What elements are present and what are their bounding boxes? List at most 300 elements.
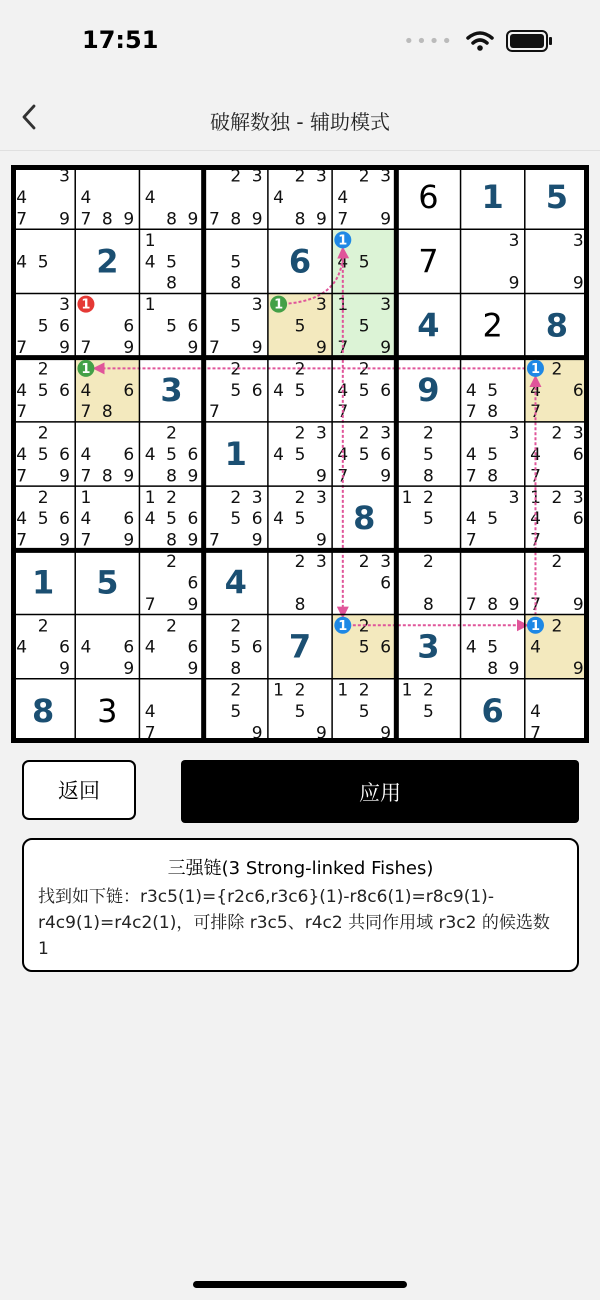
cell-r7c8[interactable] — [461, 550, 525, 615]
cell-r9c4[interactable] — [204, 679, 268, 743]
candidate-5: 5 — [294, 701, 306, 722]
candidate-3: 3 — [251, 166, 263, 187]
cell-r4c3[interactable] — [139, 358, 203, 422]
cell-value: 5 — [96, 563, 119, 602]
candidate-8: 8 — [487, 594, 499, 615]
candidate-2: 2 — [551, 552, 563, 573]
candidate-7: 7 — [337, 337, 349, 358]
cell-r2c9[interactable] — [525, 229, 589, 294]
cell-r5c2[interactable] — [75, 422, 139, 487]
candidate-2: 2 — [166, 616, 177, 637]
candidate-5: 5 — [487, 380, 499, 401]
candidate-5: 5 — [358, 316, 370, 337]
candidate-8: 8 — [166, 273, 177, 294]
cell-value: 1 — [224, 435, 247, 473]
candidate-4: 4 — [16, 252, 28, 273]
candidate-1: 1 — [144, 230, 156, 251]
candidate-6: 6 — [59, 380, 70, 401]
cell-r7c2[interactable] — [75, 550, 139, 614]
candidate-4: 4 — [337, 380, 349, 401]
candidate-2: 2 — [358, 552, 370, 573]
candidate-8: 8 — [230, 209, 242, 230]
candidate-7: 7 — [530, 530, 541, 551]
cell-r4c6[interactable] — [332, 358, 396, 423]
candidate-3: 3 — [315, 295, 327, 316]
cell-r6c5[interactable] — [268, 486, 332, 551]
candidate-6: 6 — [251, 380, 263, 401]
candidate-3: 3 — [315, 552, 327, 573]
candidate-4: 4 — [530, 701, 541, 722]
candidate-6: 6 — [123, 637, 135, 658]
cell-r9c9[interactable] — [525, 679, 589, 743]
cell-value: 6 — [418, 178, 439, 217]
candidate-9: 9 — [251, 337, 263, 358]
candidate-3: 3 — [59, 166, 70, 187]
cell-r5c4[interactable] — [204, 422, 268, 486]
candidate-5: 5 — [423, 509, 434, 530]
cell-r1c3[interactable] — [139, 165, 203, 230]
candidate-3: 3 — [315, 166, 327, 187]
candidate-4: 4 — [144, 445, 156, 465]
candidate-1: 1 — [530, 487, 541, 508]
cell-value: 5 — [545, 178, 569, 217]
candidate-5: 5 — [166, 316, 177, 337]
candidate-9: 9 — [59, 659, 70, 680]
cell-r2c2[interactable] — [75, 229, 139, 293]
cell-r9c2[interactable] — [75, 679, 139, 743]
candidate-5: 5 — [37, 252, 49, 273]
candidate-9: 9 — [315, 209, 327, 230]
cell-r7c6[interactable] — [332, 550, 396, 614]
cell-r3c1[interactable] — [11, 293, 75, 358]
candidate-9: 9 — [59, 466, 70, 487]
candidate-7: 7 — [80, 530, 92, 551]
candidate-6: 6 — [123, 380, 135, 401]
candidate-6: 6 — [380, 573, 392, 594]
candidate-2: 2 — [358, 616, 370, 637]
candidate-7: 7 — [337, 466, 349, 487]
candidate-9: 9 — [380, 466, 392, 487]
candidate-9: 9 — [251, 530, 263, 551]
cell-r2c7[interactable] — [396, 229, 460, 293]
candidate-9: 9 — [572, 594, 584, 615]
cell-r9c1[interactable] — [11, 679, 75, 743]
candidate-7: 7 — [80, 209, 92, 230]
candidate-4: 4 — [273, 445, 285, 465]
candidate-5: 5 — [230, 252, 242, 273]
candidate-5: 5 — [166, 509, 177, 530]
candidate-4: 4 — [16, 445, 28, 465]
candidate-4: 4 — [16, 509, 28, 530]
cell-r9c6[interactable] — [332, 679, 396, 743]
candidate-4: 4 — [273, 188, 285, 209]
candidate-2: 2 — [37, 423, 49, 444]
candidate-7: 7 — [208, 209, 220, 230]
cell-r5c1[interactable] — [11, 422, 75, 487]
cell-r2c4[interactable] — [204, 229, 268, 294]
candidate-5: 5 — [358, 637, 370, 658]
cell-r7c4[interactable] — [204, 550, 268, 614]
candidate-2: 2 — [358, 359, 370, 380]
candidate-2: 2 — [230, 359, 242, 380]
candidate-2: 2 — [423, 552, 434, 573]
wifi-icon — [466, 30, 494, 52]
candidate-9: 9 — [315, 530, 327, 551]
cell-r9c7[interactable] — [396, 679, 460, 743]
candidate-8: 8 — [101, 466, 113, 487]
candidate-9: 9 — [508, 273, 520, 294]
candidate-2: 2 — [230, 166, 242, 187]
cell-r1c8[interactable] — [461, 165, 525, 229]
cell-r8c1[interactable] — [11, 615, 75, 680]
cell-r6c6[interactable] — [332, 486, 396, 550]
cell-r8c5[interactable] — [268, 615, 332, 679]
candidate-1: 1 — [144, 487, 156, 508]
candidate-6: 6 — [123, 509, 135, 530]
candidate-4: 4 — [16, 380, 28, 401]
candidate-9: 9 — [123, 530, 135, 551]
cell-value: 1 — [31, 563, 55, 602]
status-time: 17:51 — [82, 26, 159, 54]
candidate-6: 6 — [572, 380, 584, 401]
candidate-8: 8 — [294, 594, 306, 615]
candidate-2: 2 — [423, 487, 434, 508]
candidate-6: 6 — [572, 509, 584, 530]
candidate-9: 9 — [508, 659, 520, 680]
candidate-marker-green — [270, 296, 287, 313]
candidate-5: 5 — [230, 316, 242, 337]
candidate-4: 4 — [530, 637, 541, 658]
cell-value: 2 — [482, 306, 503, 345]
candidate-4: 4 — [273, 509, 285, 530]
marker-digit: 1 — [81, 361, 91, 377]
nav-divider — [0, 150, 600, 151]
candidate-marker-blue — [334, 231, 351, 248]
candidate-3: 3 — [380, 166, 392, 187]
candidate-4: 4 — [144, 188, 156, 209]
candidate-7: 7 — [144, 723, 156, 743]
cell-value: 3 — [97, 691, 118, 730]
cell-r8c8[interactable] — [461, 615, 525, 680]
cells-layer — [11, 165, 589, 743]
candidate-5: 5 — [487, 637, 499, 658]
candidate-6: 6 — [187, 316, 199, 337]
candidate-2: 2 — [166, 552, 177, 573]
candidate-7: 7 — [80, 466, 92, 487]
cell-r7c3[interactable] — [139, 550, 203, 615]
candidate-8: 8 — [487, 402, 499, 423]
candidate-8: 8 — [230, 273, 242, 294]
candidate-8: 8 — [487, 659, 499, 680]
candidate-8: 8 — [294, 209, 306, 230]
candidate-3: 3 — [251, 295, 263, 316]
candidate-4: 4 — [530, 445, 541, 465]
candidate-9: 9 — [187, 659, 199, 680]
cell-r8c2[interactable] — [75, 615, 139, 680]
candidate-2: 2 — [551, 487, 563, 508]
battery-icon — [506, 30, 548, 52]
apply-button[interactable]: 应用 — [181, 760, 579, 823]
cell-r5c9[interactable] — [525, 422, 589, 487]
cell-r3c7[interactable] — [396, 293, 460, 357]
cell-r1c2[interactable] — [75, 165, 139, 230]
marker-digit: 1 — [338, 233, 348, 249]
candidate-3: 3 — [380, 423, 392, 444]
cell-r5c8[interactable] — [461, 422, 525, 487]
candidate-2: 2 — [551, 359, 563, 380]
candidate-5: 5 — [230, 637, 242, 658]
candidate-2: 2 — [230, 616, 242, 637]
cell-r6c8[interactable] — [461, 486, 525, 551]
candidate-2: 2 — [358, 423, 370, 444]
candidate-7: 7 — [16, 402, 28, 423]
cell-r9c5[interactable] — [268, 679, 332, 743]
candidate-5: 5 — [37, 316, 49, 337]
candidate-8: 8 — [166, 466, 177, 487]
candidate-9: 9 — [315, 337, 327, 358]
candidate-9: 9 — [187, 530, 199, 551]
cell-r3c6[interactable] — [332, 293, 396, 358]
cell-r7c1[interactable] — [11, 550, 75, 614]
cell-r2c3[interactable] — [139, 229, 203, 294]
candidate-4: 4 — [337, 445, 349, 465]
cell-r1c6[interactable] — [332, 165, 396, 230]
candidate-2: 2 — [230, 487, 242, 508]
cell-r4c4[interactable] — [204, 358, 268, 423]
action-bar — [0, 760, 600, 824]
candidate-9: 9 — [572, 273, 584, 294]
cell-value: 4 — [224, 563, 247, 602]
cell-r3c9[interactable] — [525, 293, 589, 357]
cell-r6c2[interactable] — [75, 486, 139, 551]
cell-value: 8 — [31, 691, 55, 730]
marker-digit: 1 — [530, 361, 541, 377]
candidate-3: 3 — [508, 423, 520, 444]
candidate-1: 1 — [144, 295, 156, 316]
candidate-4: 4 — [530, 380, 541, 401]
candidate-3: 3 — [380, 295, 392, 316]
candidate-4: 4 — [465, 445, 477, 465]
candidate-4: 4 — [16, 188, 28, 209]
cell-value: 2 — [96, 242, 119, 281]
candidate-2: 2 — [423, 680, 434, 701]
cell-r9c3[interactable] — [139, 679, 203, 743]
candidate-2: 2 — [166, 423, 177, 444]
candidate-5: 5 — [294, 380, 306, 401]
candidate-6: 6 — [59, 637, 70, 658]
cell-r3c8[interactable] — [461, 293, 525, 357]
candidate-6: 6 — [187, 637, 199, 658]
candidate-9: 9 — [508, 594, 520, 615]
candidate-7: 7 — [337, 209, 349, 230]
cell-r1c5[interactable] — [268, 165, 332, 230]
page-title: 破解数独 - 辅助模式 — [210, 110, 390, 134]
candidate-marker-blue — [334, 617, 351, 634]
candidate-6: 6 — [59, 316, 70, 337]
candidate-5: 5 — [37, 445, 49, 465]
candidate-3: 3 — [572, 423, 584, 444]
cell-value: 9 — [417, 370, 440, 409]
return-button[interactable]: 返回 — [22, 760, 136, 820]
marker-digit: 1 — [338, 618, 348, 634]
candidate-5: 5 — [423, 445, 434, 465]
cell-r2c1[interactable] — [11, 229, 75, 293]
candidate-6: 6 — [187, 573, 199, 594]
candidate-9: 9 — [572, 659, 584, 680]
candidate-7: 7 — [530, 723, 541, 743]
candidate-4: 4 — [465, 380, 477, 401]
sudoku-grid — [11, 165, 589, 743]
cell-r2c8[interactable] — [461, 229, 525, 294]
candidate-9: 9 — [187, 209, 199, 230]
cell-r1c4[interactable] — [204, 165, 268, 230]
cell-value: 8 — [353, 499, 376, 538]
cell-r8c3[interactable] — [139, 615, 203, 680]
candidate-6: 6 — [380, 380, 392, 401]
candidate-6: 6 — [187, 445, 199, 465]
candidate-9: 9 — [187, 466, 199, 487]
candidate-5: 5 — [358, 380, 370, 401]
cell-r1c9[interactable] — [525, 165, 589, 229]
candidate-4: 4 — [273, 380, 285, 401]
candidate-7: 7 — [16, 337, 28, 358]
cell-r8c7[interactable] — [396, 615, 460, 679]
cell-r6c9[interactable] — [525, 486, 589, 551]
candidate-marker-red — [77, 296, 94, 313]
candidate-marker-blue — [527, 360, 544, 377]
candidate-7: 7 — [465, 530, 477, 551]
cell-r4c7[interactable] — [396, 358, 460, 422]
candidate-3: 3 — [315, 423, 327, 444]
cell-r2c5[interactable] — [268, 229, 332, 293]
cell-r5c6[interactable] — [332, 422, 396, 487]
candidate-5: 5 — [358, 445, 370, 465]
candidate-4: 4 — [465, 637, 477, 658]
candidate-5: 5 — [230, 509, 242, 530]
candidate-2: 2 — [294, 359, 306, 380]
candidate-3: 3 — [380, 552, 392, 573]
cell-r1c1[interactable] — [11, 165, 75, 230]
candidate-7: 7 — [208, 337, 220, 358]
cell-value: 6 — [288, 242, 312, 281]
candidate-2: 2 — [294, 552, 306, 573]
candidate-9: 9 — [59, 337, 70, 358]
sudoku-board — [11, 165, 589, 743]
candidate-7: 7 — [208, 402, 220, 423]
cell-r7c7[interactable] — [396, 550, 460, 615]
candidate-8: 8 — [230, 659, 242, 680]
cell-r3c4[interactable] — [204, 293, 268, 358]
cell-r8c4[interactable] — [204, 615, 268, 680]
candidate-marker-green — [77, 360, 94, 377]
candidate-5: 5 — [166, 445, 177, 465]
candidate-4: 4 — [337, 188, 349, 209]
candidate-3: 3 — [59, 295, 70, 316]
candidate-4: 4 — [144, 509, 156, 530]
cell-r6c7[interactable] — [396, 486, 460, 550]
candidate-9: 9 — [251, 723, 263, 743]
candidate-7: 7 — [80, 337, 92, 358]
nav-bar — [0, 86, 600, 150]
candidate-7: 7 — [16, 209, 28, 230]
candidate-8: 8 — [423, 594, 434, 615]
candidate-4: 4 — [16, 637, 28, 658]
candidate-4: 4 — [337, 252, 349, 273]
cell-r4c5[interactable] — [268, 358, 332, 422]
candidate-7: 7 — [465, 594, 477, 615]
candidate-6: 6 — [59, 445, 70, 465]
candidate-9: 9 — [315, 466, 327, 487]
candidate-1: 1 — [337, 295, 349, 316]
candidate-8: 8 — [423, 466, 434, 487]
candidate-2: 2 — [230, 680, 242, 701]
candidate-1: 1 — [273, 680, 285, 701]
candidate-9: 9 — [315, 723, 327, 743]
candidate-5: 5 — [487, 509, 499, 530]
candidate-4: 4 — [80, 380, 92, 401]
cell-r4c1[interactable] — [11, 358, 75, 423]
candidate-6: 6 — [59, 509, 70, 530]
candidate-4: 4 — [144, 701, 156, 722]
cell-r6c4[interactable] — [204, 486, 268, 551]
cell-r7c9[interactable] — [525, 550, 589, 615]
cell-r1c7[interactable] — [396, 165, 460, 229]
candidate-8: 8 — [101, 402, 113, 423]
candidate-2: 2 — [37, 487, 49, 508]
candidate-5: 5 — [166, 252, 177, 273]
candidate-9: 9 — [123, 337, 135, 358]
cell-value: 3 — [417, 627, 440, 666]
candidate-5: 5 — [294, 316, 306, 337]
cell-r5c7[interactable] — [396, 422, 460, 487]
cell-value: 7 — [288, 627, 312, 666]
candidate-9: 9 — [187, 337, 199, 358]
candidate-5: 5 — [294, 445, 306, 465]
candidate-9: 9 — [380, 209, 392, 230]
candidate-4: 4 — [80, 188, 92, 209]
marker-digit: 1 — [274, 297, 284, 313]
candidate-1: 1 — [401, 680, 413, 701]
candidate-7: 7 — [530, 594, 541, 615]
cell-value: 8 — [545, 306, 569, 345]
cell-r4c8[interactable] — [461, 358, 525, 423]
candidate-2: 2 — [294, 680, 306, 701]
cell-r5c5[interactable] — [268, 422, 332, 487]
marker-digit: 1 — [530, 618, 541, 634]
candidate-2: 2 — [37, 616, 49, 637]
candidate-9: 9 — [123, 466, 135, 487]
cell-r6c1[interactable] — [11, 486, 75, 551]
candidate-1: 1 — [80, 487, 92, 508]
cell-r5c3[interactable] — [139, 422, 203, 487]
cell-r7c5[interactable] — [268, 550, 332, 615]
candidate-2: 2 — [294, 166, 306, 187]
candidate-9: 9 — [187, 594, 199, 615]
candidate-2: 2 — [551, 423, 563, 444]
candidate-8: 8 — [166, 209, 177, 230]
cell-r3c3[interactable] — [139, 293, 203, 358]
candidate-7: 7 — [465, 402, 477, 423]
candidate-3: 3 — [572, 230, 584, 251]
candidate-9: 9 — [123, 209, 135, 230]
candidate-7: 7 — [80, 402, 92, 423]
candidate-2: 2 — [358, 680, 370, 701]
cell-r9c8[interactable] — [461, 679, 525, 743]
hint-title: 三强链(3 Strong-linked Fishes) — [167, 858, 434, 879]
candidate-2: 2 — [358, 166, 370, 187]
candidate-7: 7 — [16, 466, 28, 487]
cell-r6c3[interactable] — [139, 486, 203, 551]
